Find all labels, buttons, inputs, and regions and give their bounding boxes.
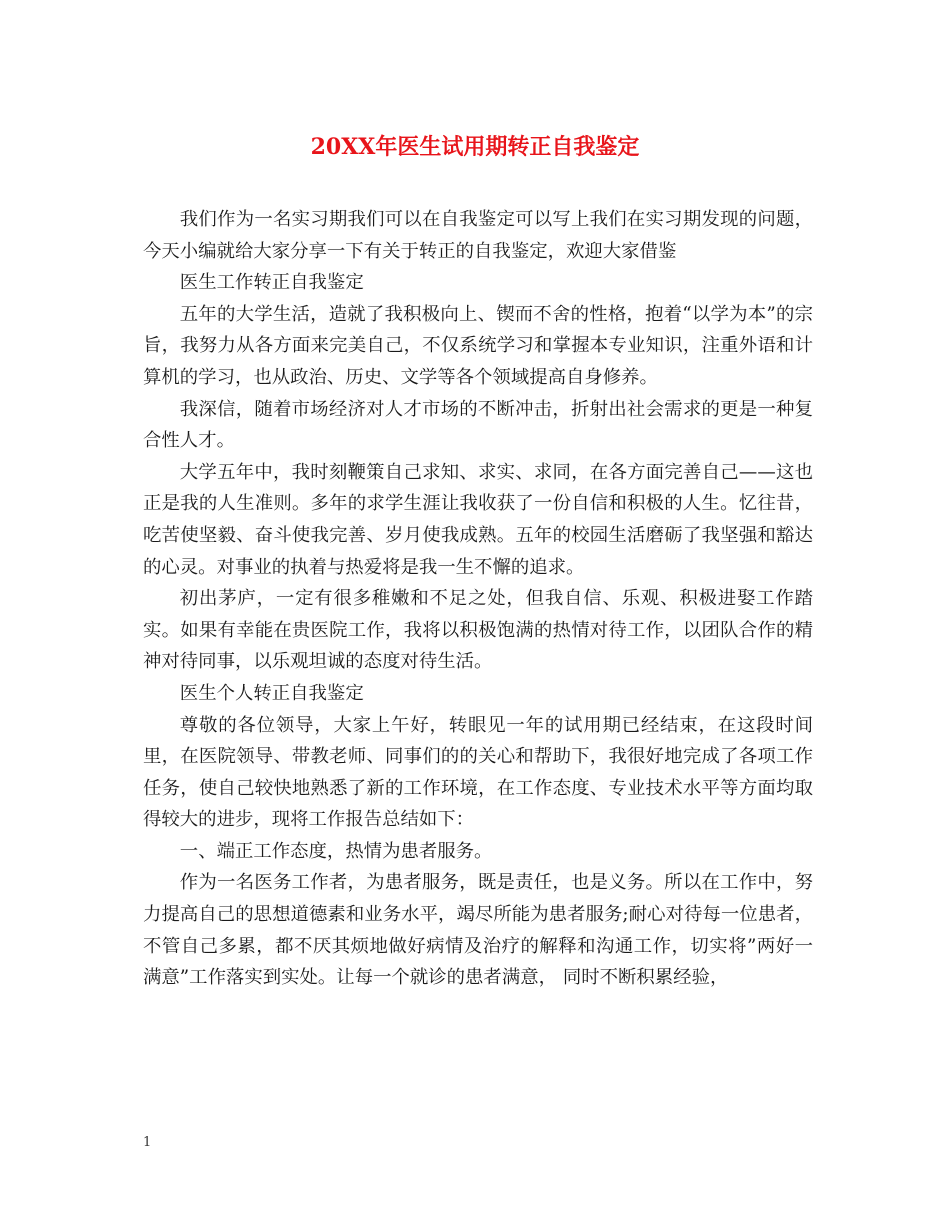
subsection-heading: 一、端正工作态度，热情为患者服务。: [179, 840, 493, 862]
paragraph: 我深信，随着市场经济对人才市场的不断冲击，折射出社会需求的更是一种复合性人才。: [143, 398, 813, 452]
paragraph: 作为一名医务工作者，为患者服务，既是责任，也是义务。所以在工作中，努力提高自己的思想道德素和业务水平，竭尽所能为患者服务;耐心对待每一位患者，不管自己多累，都不厌其烦地做好病情及治疗的解释和沟通工作，切实将”两好一满意”工作落实到实处。让每一个就诊的患者满意， 同时不断积累经验，: [143, 872, 813, 989]
section-heading-personal: 医生个人转正自我鉴定: [179, 682, 364, 704]
document-title: 20XX年医生试用期转正自我鉴定: [310, 134, 640, 160]
paragraph-intro: 我们作为一名实习期我们可以在自我鉴定可以写上我们在实习期发现的问题，今天小编就给大家分享一下有关于转正的自我鉴定，欢迎大家借鉴: [143, 209, 813, 262]
paragraph: 五年的大学生活，造就了我积极向上、锲而不舍的性格，抱着“以学为本”的宗旨，我努力从各方面来完美自己，不仅系统学习和掌握本专业知识，注重外语和计算机的学习，也从政治、历史、文学等各个领域提高自身修养。: [143, 303, 813, 388]
document-body: [143, 204, 813, 994]
paragraph: 尊敬的各位领导，大家上午好，转眼见一年的试用期已经结束，在这段时间里，在医院领导、带教老师、同事们的的关心和帮助下，我很好地完成了各项工作任务，使自己较快地熟悉了新的工作环境，在工作态度、专业技术水平等方面均取得较大的进步，现将工作报告总结如下：: [143, 714, 813, 831]
paragraph: 初出茅庐，一定有很多稚嫩和不足之处，但我自信、乐观、积极进娶工作踏实。如果有幸能在贵医院工作，我将以积极饱满的热情对待工作，以团队合作的精神对待同事，以乐观坦诚的态度对待生活。: [143, 588, 813, 673]
section-heading-work: 医生工作转正自我鉴定: [179, 272, 364, 294]
paragraph: 大学五年中，我时刻鞭策自己求知、求实、求同，在各方面完善自己——这也正是我的人生准则。多年的求学生涯让我收获了一份自信和积极的人生。忆往昔，吃苦使坚毅、奋斗使我完善、岁月使我成熟。五年的校园生活磨砺了我坚强和豁达的心灵。对事业的执着与热爱将是我一生不懈的追求。: [143, 461, 813, 578]
page-number: 1: [143, 1135, 152, 1150]
